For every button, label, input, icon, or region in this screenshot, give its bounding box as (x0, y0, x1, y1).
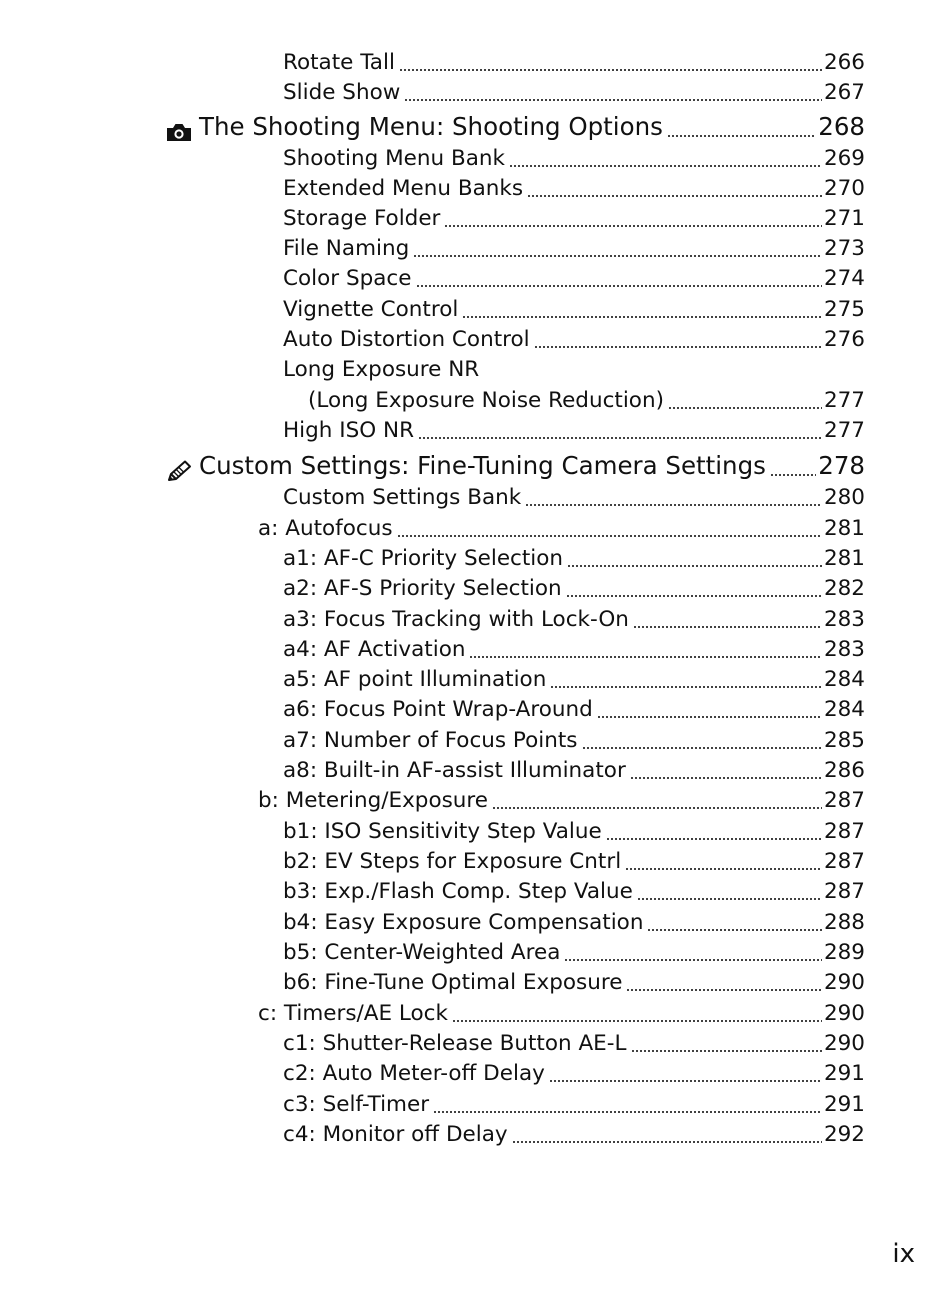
toc-entry-label: a1: AF-C Priority Selection (283, 546, 564, 571)
toc-entry[interactable] (283, 78, 865, 108)
toc-entry-page: 283 (823, 607, 865, 632)
dot-leader (534, 346, 822, 348)
toc-entry-page: 287 (823, 788, 865, 813)
toc-entry-label: a7: Number of Focus Points (283, 728, 578, 753)
toc-entry-page: 284 (823, 697, 865, 722)
toc-entry-label: Auto Distortion Control (283, 327, 530, 352)
toc-entry[interactable] (283, 574, 865, 604)
dot-leader (626, 989, 822, 991)
toc-entry-label: Shooting Menu Bank (283, 146, 505, 171)
camera-icon (165, 120, 193, 144)
toc-entry-page: 277 (823, 388, 865, 413)
toc-section-heading[interactable] (165, 449, 865, 483)
toc-entry[interactable] (283, 908, 865, 938)
dot-leader (413, 255, 822, 257)
toc-entry-page: 289 (823, 940, 865, 965)
toc-entry-page: 291 (823, 1061, 865, 1086)
toc-entry-page: 280 (823, 485, 865, 510)
toc-entry-label: a2: AF-S Priority Selection (283, 576, 562, 601)
toc-entry-label: c4: Monitor off Delay (283, 1122, 508, 1147)
toc-entry-page: 287 (823, 849, 865, 874)
toc-entry-page: 285 (823, 728, 865, 753)
dot-leader (418, 437, 822, 439)
toc-entry-page: 275 (823, 297, 865, 322)
toc-entry-page: 278 (818, 451, 865, 480)
dot-leader (512, 1141, 822, 1143)
dot-leader (404, 99, 822, 101)
dot-leader (667, 135, 816, 137)
toc-entry-page: 282 (823, 576, 865, 601)
toc-entry-label: b6: Fine-Tune Optimal Exposure (283, 970, 623, 995)
toc-entry[interactable] (283, 938, 865, 968)
toc-entry-page: 288 (823, 910, 865, 935)
toc-section-label: Custom Settings: Fine-Tuning Camera Settings (199, 451, 766, 480)
toc-entry-page: 290 (823, 970, 865, 995)
toc-entry-label: Vignette Control (283, 297, 459, 322)
dot-leader (525, 504, 822, 506)
toc-entry-label: b3: Exp./Flash Comp. Step Value (283, 879, 633, 904)
toc-entry-page: 281 (823, 546, 865, 571)
toc-entry-label: c2: Auto Meter-off Delay (283, 1061, 545, 1086)
toc-entry-page: 281 (823, 516, 865, 541)
toc-entry[interactable] (283, 295, 865, 325)
dot-leader (462, 316, 822, 318)
dot-leader (606, 838, 822, 840)
toc-entry-page: 290 (823, 1031, 865, 1056)
toc-entry-label: Slide Show (283, 80, 401, 105)
toc-entry-label: b1: ISO Sensitivity Step Value (283, 819, 602, 844)
toc-entry-page: 292 (823, 1122, 865, 1147)
toc-entry[interactable] (283, 635, 865, 665)
toc-entry[interactable] (283, 264, 865, 294)
toc-entry-label: c: Timers/AE Lock (258, 1001, 448, 1026)
dot-leader (630, 777, 822, 779)
toc-entry-label: a5: AF point Illumination (283, 667, 547, 692)
dot-leader (567, 565, 822, 567)
toc-entry-page: 287 (823, 819, 865, 844)
dot-leader (452, 1020, 822, 1022)
dot-leader (637, 898, 822, 900)
toc-entry[interactable] (283, 817, 865, 847)
dot-leader (416, 285, 822, 287)
toc-entry[interactable] (283, 174, 865, 204)
toc-entry[interactable] (283, 1059, 865, 1089)
toc-entry-label: High ISO NR (283, 418, 415, 443)
toc-entry-label: c1: Shutter-Release Button AE-L (283, 1031, 627, 1056)
toc-entry-label: a: Autofocus (258, 516, 393, 541)
toc-entry[interactable] (283, 48, 865, 78)
toc-entry-page: 291 (823, 1092, 865, 1117)
dot-leader (550, 686, 822, 688)
toc-entry[interactable] (283, 847, 865, 877)
toc-entry-page: 269 (823, 146, 865, 171)
toc-entry[interactable] (283, 355, 865, 385)
dot-leader (647, 929, 821, 931)
dot-leader (527, 195, 822, 197)
dot-leader (633, 626, 822, 628)
toc-entry-page: 283 (823, 637, 865, 662)
toc-entry-label: b4: Easy Exposure Compensation (283, 910, 644, 935)
dot-leader (597, 716, 822, 718)
pencil-icon (165, 459, 193, 483)
toc-entry-page: 273 (823, 236, 865, 261)
toc-entry-page: 274 (823, 266, 865, 291)
toc-entry[interactable] (283, 1120, 865, 1150)
toc-section-heading[interactable] (165, 110, 865, 144)
toc-entry-page: 266 (823, 50, 865, 75)
toc-entry-label: Storage Folder (283, 206, 441, 231)
toc-entry[interactable] (283, 1029, 865, 1059)
toc-entry-label: Long Exposure NR (283, 357, 480, 382)
dot-leader (397, 535, 822, 537)
toc-entry-page: 267 (823, 80, 865, 105)
toc-section-label: The Shooting Menu: Shooting Options (199, 112, 663, 141)
toc-subsection[interactable] (258, 514, 865, 544)
toc-entry[interactable] (283, 416, 865, 446)
toc-entry-page: 277 (823, 418, 865, 443)
toc-entry-label: a4: AF Activation (283, 637, 466, 662)
toc-entry[interactable] (283, 665, 865, 695)
toc-entry[interactable] (283, 1090, 865, 1120)
dot-leader (444, 225, 822, 227)
toc-entry-page: 270 (823, 176, 865, 201)
toc-entry-label: Extended Menu Banks (283, 176, 524, 201)
toc-entry[interactable] (283, 483, 865, 513)
toc-entry-label: a6: Focus Point Wrap-Around (283, 697, 593, 722)
toc-entry-page: 287 (823, 879, 865, 904)
toc-entry[interactable] (283, 726, 865, 756)
dot-leader (668, 407, 822, 409)
page-number: ix (892, 1239, 915, 1269)
toc-entry[interactable] (283, 695, 865, 725)
dot-leader (631, 1050, 822, 1052)
toc-entry[interactable] (283, 234, 865, 264)
toc-entry-page: 286 (823, 758, 865, 783)
dot-leader (433, 1111, 822, 1113)
toc-entry[interactable] (308, 386, 865, 416)
dot-leader (625, 868, 822, 870)
toc-entry-label: Color Space (283, 266, 412, 291)
toc-entry[interactable] (283, 204, 865, 234)
toc-entry-label: c3: Self-Timer (283, 1092, 430, 1117)
toc-entry-page: 276 (823, 327, 865, 352)
dot-leader (564, 959, 822, 961)
toc-subsection[interactable] (258, 999, 865, 1029)
dot-leader (582, 747, 822, 749)
dot-leader (770, 474, 816, 476)
toc-entry-label: (Long Exposure Noise Reduction) (308, 388, 664, 413)
dot-leader (399, 69, 822, 71)
toc-entry-page: 268 (818, 112, 865, 141)
toc-entry-label: b2: EV Steps for Exposure Cntrl (283, 849, 622, 874)
toc-entry-page: 290 (823, 1001, 865, 1026)
dot-leader (469, 656, 821, 658)
toc-entry-label: Rotate Tall (283, 50, 395, 75)
toc-entry[interactable] (283, 968, 865, 998)
toc-entry-label: b: Metering/Exposure (258, 788, 489, 813)
toc-entry-page: 271 (823, 206, 865, 231)
toc-entry-label: a3: Focus Tracking with Lock-On (283, 607, 629, 632)
dot-leader (566, 595, 822, 597)
dot-leader (492, 807, 822, 809)
toc-entry[interactable] (283, 756, 865, 786)
toc-subsection[interactable] (258, 786, 865, 816)
toc-entry[interactable] (283, 544, 865, 574)
toc-entry-label: Custom Settings Bank (283, 485, 522, 510)
dot-leader (509, 165, 822, 167)
toc-entry[interactable] (283, 325, 865, 355)
dot-leader (549, 1080, 822, 1082)
toc-entry[interactable] (283, 877, 865, 907)
toc-entry-label: b5: Center-Weighted Area (283, 940, 561, 965)
toc-entry[interactable] (283, 605, 865, 635)
toc-entry[interactable] (283, 144, 865, 174)
toc-entry-label: File Naming (283, 236, 410, 261)
toc-entry-page: 284 (823, 667, 865, 692)
toc-entry-label: a8: Built-in AF-assist Illuminator (283, 758, 626, 783)
